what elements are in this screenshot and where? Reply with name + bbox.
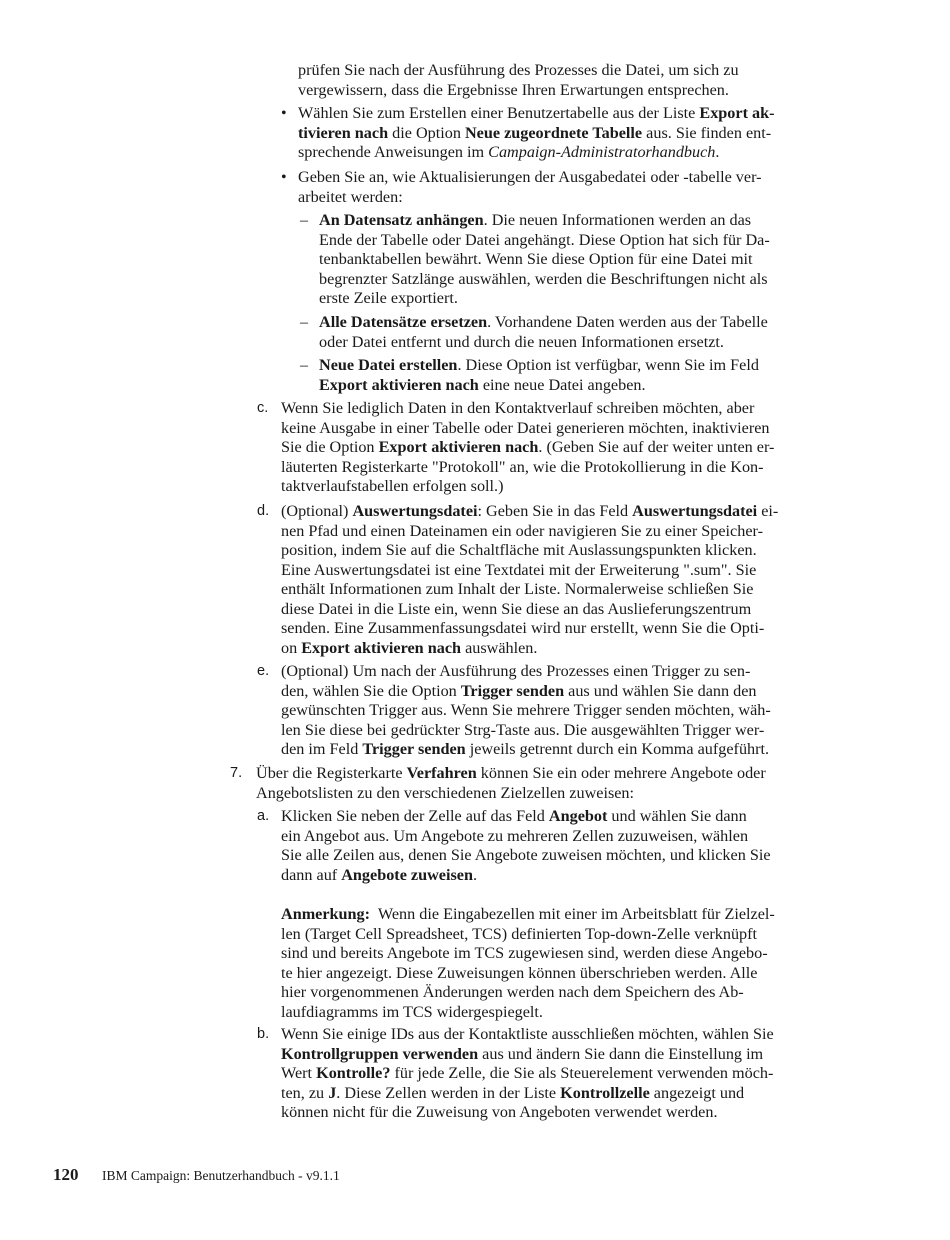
dash-item (319, 313, 768, 352)
text-line: laufdiagramms im TCS widergespiegelt. (281, 1002, 543, 1021)
text-line: len Sie diese bei gedrückter Strg-Taste aus. Die ausgewählten Trigger wer- (281, 720, 765, 739)
text-line: gewünschten Trigger aus. Wenn Sie mehrere Trigger senden möchten, wäh- (281, 701, 771, 719)
text-line: Wert Kontrolle? für jede Zelle, die Sie als Steuerelement verwenden möch- (281, 1064, 774, 1082)
intro-paragraph (298, 61, 739, 100)
text-line: den im Feld Trigger senden jeweils getrennt durch ein Komma aufgeführt. (281, 740, 770, 758)
text-line: diese Datei in die Liste ein, wenn Sie diese an das Auslieferungszentrum (281, 599, 752, 618)
text-line: Kontrollgruppen verwenden aus und ändern Sie dann die Einstellung im (281, 1044, 764, 1063)
list-item (281, 399, 774, 497)
book-title: Campaign-Administratorhandbuch (488, 143, 716, 161)
list-label: b. (257, 1026, 270, 1042)
dash-item (319, 211, 770, 309)
list-item (281, 662, 771, 760)
text-line: den, wählen Sie die Option Trigger senden aus und wählen Sie dann den (281, 681, 757, 700)
text-line: senden. Eine Zusammenfassungsdatei wird nur erstellt, wenn Sie die Opti- (281, 619, 765, 637)
step-item (256, 764, 766, 803)
text-line: Wenn Sie einige IDs aus der Kontaktliste ausschließen möchten, wählen Sie (281, 1025, 774, 1043)
text-line: Neue Datei erstellen. Diese Option ist verfügbar, wenn Sie im Feld (319, 356, 759, 374)
text-line: sind und bereits Angebote im TCS zugewiesen sind, werden diese Angebo- (281, 944, 768, 962)
text-line: Geben Sie an, wie Aktualisierungen der Ausgabedatei oder -tabelle ver- (298, 168, 762, 186)
text-line: sprechende Anweisungen im Campaign-Administratorhandbuch. (298, 143, 720, 161)
step-label: 7. (230, 765, 243, 781)
text-line: position, indem Sie auf die Schaltfläche mit Auslassungspunkten klicken. (281, 541, 757, 559)
text-line: nen Pfad und einen Dateinamen ein oder navigieren Sie zu einer Speicher- (281, 521, 763, 540)
text-line: Export aktivieren nach eine neue Datei angeben. (319, 375, 646, 394)
text-line: te hier angezeigt. Diese Zuweisungen können überschrieben werden. Alle (281, 963, 758, 982)
dash-marker: – (300, 357, 308, 374)
bullet-marker: • (281, 105, 287, 122)
list-label: d. (257, 503, 270, 519)
text-line: oder Datei entfernt und durch die neuen Informationen ersetzt. (319, 332, 724, 351)
page-number: 120 (53, 1165, 79, 1184)
dash-item (319, 356, 759, 395)
text-line: Sie die Option Export aktivieren nach. (Geben Sie auf der weiter unten er- (281, 438, 775, 456)
bullet-item (298, 104, 775, 163)
running-footer-title: IBM Campaign: Benutzerhandbuch - v9.1.1 (102, 1168, 340, 1183)
list-label: a. (257, 808, 270, 824)
list-item (281, 1025, 774, 1123)
text-line: ten, zu J. Diese Zellen werden in der Liste Kontrollzelle angezeigt und (281, 1083, 745, 1102)
text-line: Alle Datensätze ersetzen. Vorhandene Daten werden aus der Tabelle (319, 313, 768, 331)
text-line: tenbanktabellen bewährt. Wenn Sie diese Option für eine Datei mit (319, 250, 753, 268)
text-line: (Optional) Auswertungsdatei: Geben Sie in das Feld Auswertungsdatei ei- (281, 502, 779, 520)
text-line: hier vorgenommenen Änderungen werden nach dem Speichern des Ab- (281, 983, 744, 1001)
text-line: Wählen Sie zum Erstellen einer Benutzertabelle aus der Liste Export ak- (298, 104, 775, 122)
note-label: Anmerkung: (281, 905, 371, 923)
text-line: erste Zeile exportiert. (319, 289, 458, 307)
bullet-item (298, 168, 762, 207)
text-line: Wenn Sie lediglich Daten in den Kontaktverlauf schreiben möchten, aber (281, 399, 755, 417)
list-item (281, 502, 778, 658)
text-line: dann auf Angebote zuweisen. (281, 865, 478, 884)
text-line: ein Angebot aus. Um Angebote zu mehreren Zellen zuzuweisen, wählen (281, 826, 749, 845)
text-line: läuterten Registerkarte "Protokoll" an, wie die Protokollierung in die Kon- (281, 457, 764, 476)
list-label: e. (257, 663, 270, 679)
text-line: Über die Registerkarte Verfahren können Sie ein oder mehrere Angebote oder (256, 764, 766, 782)
note-paragraph (281, 905, 775, 1022)
text-line: arbeitet werden: (298, 187, 403, 206)
text-line: on Export aktivieren nach auswählen. (281, 638, 538, 657)
text-line: können nicht für die Zuweisung von Angeboten verwendet werden. (281, 1103, 718, 1121)
text-line: taktverlaufstabellen erfolgen soll.) (281, 477, 504, 495)
text-line: keine Ausgabe in einer Tabelle oder Datei generieren möchten, inaktivieren (281, 418, 770, 437)
bullet-marker: • (281, 169, 287, 186)
text-line: tivieren nach die Option Neue zugeordnete Tabelle aus. Sie finden ent- (298, 123, 772, 142)
text-line: Eine Auswertungsdatei ist eine Textdatei mit der Erweiterung ".sum". Sie (281, 560, 757, 579)
text-line: Klicken Sie neben der Zelle auf das Feld Angebot und wählen Sie dann (281, 807, 747, 825)
text-line: len (Target Cell Spreadsheet, TCS) definierten Top-down-Zelle verknüpft (281, 924, 758, 943)
text-line: begrenzter Satzlänge auswählen, werden die Beschriftungen nicht als (319, 269, 768, 288)
dash-marker: – (300, 212, 308, 229)
text-line: An Datensatz anhängen. Die neuen Informationen werden an das (319, 211, 752, 229)
text-line: Sie alle Zeilen aus, denen Sie Angebote zuweisen möchten, und klicken Sie (281, 846, 771, 864)
text-line: (Optional) Um nach der Ausführung des Prozesses einen Trigger zu sen- (281, 662, 751, 680)
text-line: vergewissern, dass die Ergebnisse Ihren Erwartungen entsprechen. (298, 80, 729, 99)
list-label: c. (257, 400, 269, 416)
list-item (281, 807, 771, 885)
text-line: Anmerkung: Wenn die Eingabezellen mit einer im Arbeitsblatt für Zielzel- (281, 905, 775, 923)
text-line: prüfen Sie nach der Ausführung des Prozesses die Datei, um sich zu (298, 61, 739, 79)
dash-marker: – (300, 314, 308, 331)
text-line: enthält Informationen zum Inhalt der Liste. Normalerweise schließen Sie (281, 580, 754, 598)
text-line: Angebotslisten zu den verschiedenen Zielzellen zuweisen: (256, 783, 635, 802)
text-line: Ende der Tabelle oder Datei angehängt. Diese Option hat sich für Da- (319, 230, 770, 249)
